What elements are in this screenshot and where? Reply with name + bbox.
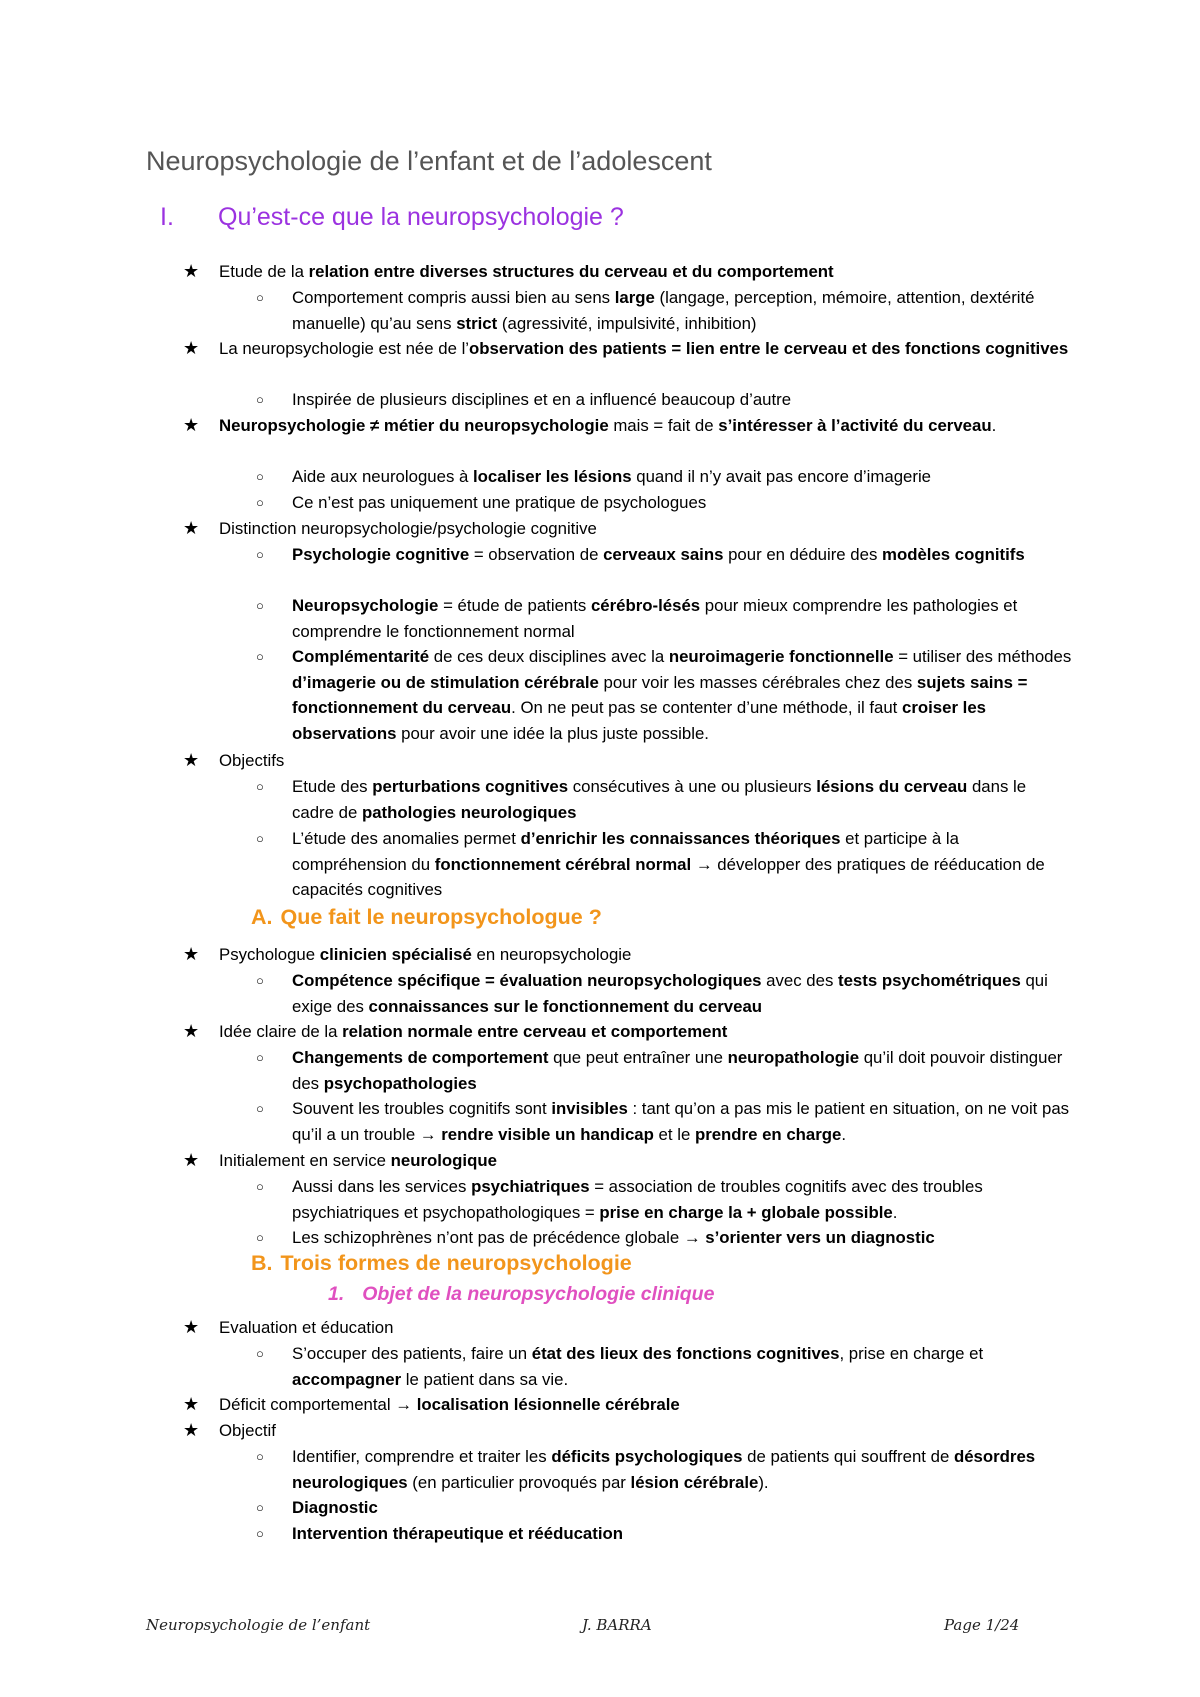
ring-bullet-icon: ○ [256,469,264,484]
sub-list-item [292,826,1072,903]
bold-text: localisation lésionnelle cérébrale [416,1395,680,1414]
text-segment: le patient dans sa vie. [401,1369,569,1389]
bold-text: désordres neurologiques [292,1447,1036,1492]
bold-text: neuroimagerie fonctionnelle [668,647,894,666]
text-segment: et participe à la compréhension du [292,829,959,874]
text-segment: mais = fait de [608,416,719,435]
bold-text: neurologique [390,1151,497,1170]
black-star-icon: ★ [183,415,200,435]
text-segment: pour mieux comprendre les pathologies et comprendre le fonctionnement normal [292,596,1018,641]
list-item [219,336,1069,362]
ring-bullet-icon: ○ [256,1050,264,1065]
bold-text: invisibles [551,1099,628,1118]
ring-bullet-icon: ○ [256,1101,264,1116]
text-segment: Etude de la [219,262,309,281]
ring-bullet-icon: ○ [256,1230,264,1245]
list-item [219,1148,1069,1174]
bold-text: Intervention thérapeutique et rééducation [292,1524,624,1543]
section-number: 1. [328,1283,345,1305]
bold-text: tests psychométriques [838,971,1021,990]
list-item [219,259,1069,285]
bold-text: Compétence spécifique = évaluation neuropsychologiques [292,971,762,990]
bold-text: strict [456,313,498,333]
bold-text: Changements de comportement [292,1048,549,1067]
bold-text: Neuropsychologie ≠ métier du neuropsychologie [219,416,609,435]
sub-list-item [292,968,1072,1019]
ring-bullet-icon: ○ [256,779,264,794]
text-segment: qu’il doit pouvoir distinguer des [292,1048,1063,1093]
bold-text: sujets sains = fonctionnement du cerveau [292,672,1028,717]
text-segment: → développer des pratiques de rééducation de capacités cognitives [292,854,1045,899]
text-segment: en neuropsychologie [471,945,632,964]
text-segment: (agressivité, impulsivité, inhibition) [497,313,757,333]
bold-text: cérébro-lésés [590,596,701,615]
list-item [219,1418,1069,1444]
text-segment: = étude de patients [438,596,591,615]
list-item [219,516,1069,542]
section-number: I. [160,203,174,231]
footer-page-number: Page 1/24 [944,1616,1020,1634]
bold-text: Psychologie cognitive [292,545,470,564]
bold-text: accompagner [292,1369,402,1389]
ring-bullet-icon: ○ [256,598,264,613]
text-segment: Aide aux neurologues à [292,467,473,486]
footer-doc-title: Neuropsychologie de l’enfant [146,1616,371,1634]
section-number: A. [251,905,273,929]
sub-list-item [292,1341,1072,1392]
sub-list-item [292,644,1072,746]
text-segment: de ces deux disciplines avec la [429,647,669,666]
text-segment: pour en déduire des [723,545,883,564]
page-title: Neuropsychologie de l’enfant et de l’adolescent [146,146,712,176]
text-segment: Idée claire de la [219,1022,343,1041]
sub-list-item [292,1521,1072,1547]
text-segment: Objectifs [219,751,285,770]
bold-text: croiser les observations [292,698,986,743]
list-item [219,942,1069,968]
ring-bullet-icon: ○ [256,1449,264,1464]
text-segment: Distinction neuropsychologie/psychologie cognitive [219,519,597,538]
section-heading-a [251,905,602,930]
text-segment: et le [653,1124,695,1144]
text-segment: Les schizophrènes n’ont pas de précédence globale → [292,1228,706,1247]
text-segment: (langage, perception, mémoire, attention, dextérité manuelle) qu’au sens [292,288,1035,333]
bold-text: prise en charge la + globale possible [599,1202,893,1222]
bold-text: psychopathologies [323,1073,477,1093]
text-segment: = utiliser des méthodes [893,647,1072,666]
black-star-icon: ★ [183,518,200,538]
ring-bullet-icon: ○ [256,649,264,664]
list-item [219,1392,1069,1418]
text-segment: dans le cadre de [292,777,1027,822]
text-segment: = association de troubles cognitifs avec des troubles psychiatriques et psychopathologiques = [292,1177,983,1222]
bold-text: d’enrichir les connaissances théoriques [520,829,841,848]
ring-bullet-icon: ○ [256,1346,264,1361]
sub-list-item [292,593,1072,644]
black-star-icon: ★ [183,944,200,964]
text-segment: Identifier, comprendre et traiter les [292,1447,552,1466]
text-segment: Souvent les troubles cognitifs sont [292,1099,552,1118]
text-segment: Comportement compris aussi bien au sens [292,288,615,307]
list-item [219,1019,1069,1045]
bold-text: psychiatriques [471,1177,590,1196]
section-title: Qu’est-ce que la neuropsychologie ? [218,203,624,231]
ring-bullet-icon: ○ [256,831,264,846]
bold-text: lésion cérébrale [630,1472,759,1492]
section-title: Trois formes de neuropsychologie [280,1251,632,1275]
text-segment: ). [758,1472,769,1492]
ring-bullet-icon: ○ [256,973,264,988]
text-segment: de patients qui souffrent de [742,1447,954,1466]
sub-list-item [292,285,1072,336]
text-segment: , prise en charge et [839,1344,984,1363]
text-segment: S’occuper des patients, faire un [292,1344,532,1363]
section-number: B. [251,1251,273,1275]
bold-text: relation normale entre cerveau et comportement [342,1022,728,1041]
text-segment: Initialement en service [219,1151,391,1170]
text-segment: pour avoir une idée la plus juste possible. [396,723,709,743]
text-segment: . [991,416,997,435]
text-segment: Ce n’est pas uniquement une pratique de psychologues [292,493,707,512]
text-segment: Psychologue [219,945,320,964]
bold-text: connaissances sur le fonctionnement du cerveau [368,996,763,1016]
black-star-icon: ★ [183,338,200,358]
black-star-icon: ★ [183,1021,200,1041]
text-segment: Inspirée de plusieurs disciplines et en a influencé beaucoup d’autre [292,390,792,409]
section-heading-1 [160,203,624,232]
text-segment: Déficit comportemental → [219,1395,417,1414]
bold-text: relation entre diverses structures du cerveau et du comportement [308,262,834,281]
section-title: Objet de la neuropsychologie clinique [362,1283,715,1305]
ring-bullet-icon: ○ [256,495,264,510]
text-segment: pour voir les masses cérébrales chez des [598,672,917,692]
sub-list-item [292,1444,1072,1495]
sub-list-item [292,1096,1072,1147]
bold-text: état des lieux des fonctions cognitives [531,1344,840,1363]
text-segment: . [892,1202,898,1222]
bold-text: d’imagerie ou de stimulation cérébrale [292,672,599,692]
black-star-icon: ★ [183,1317,200,1337]
text-segment: La neuropsychologie est née de l’ [219,339,470,358]
list-item [219,413,1069,439]
bold-text: déficits psychologiques [551,1447,743,1466]
subsection-heading-1 [328,1283,714,1306]
text-segment: quand il n’y avait pas encore d’imagerie [631,467,932,486]
bold-text: Neuropsychologie [292,596,439,615]
sub-list-item [292,490,1072,516]
sub-list-item [292,542,1072,568]
text-segment: Objectif [219,1421,276,1440]
text-segment: Etude des [292,777,373,796]
bold-text: fonctionnement cérébral normal [434,854,692,874]
text-segment: (en particulier provoqués par [407,1472,631,1492]
bold-text: observation des patients = lien entre le cerveau et des fonctions cognitives [469,339,1069,358]
list-item [219,748,1069,774]
text-segment: Evaluation et éducation [219,1318,394,1337]
bold-text: Complémentarité [292,647,430,666]
footer-author: J. BARRA [582,1616,652,1634]
section-heading-b [251,1251,632,1276]
sub-list-item [292,464,1072,490]
text-segment: : tant qu’on a pas mis le patient en situation, on ne voit pas qu’il a un trouble → [292,1099,1070,1144]
ring-bullet-icon: ○ [256,290,264,305]
sub-list-item [292,1174,1072,1225]
black-star-icon: ★ [183,261,200,281]
black-star-icon: ★ [183,1150,200,1170]
bold-text: pathologies neurologiques [361,802,577,822]
black-star-icon: ★ [183,750,200,770]
text-segment: que peut entraîner une [548,1048,728,1067]
bold-text: localiser les lésions [473,467,632,486]
bold-text: lésions du cerveau [816,777,968,796]
bold-text: rendre visible un handicap [441,1124,654,1144]
sub-list-item [292,387,1072,413]
list-item [219,1315,1069,1341]
text-segment: avec des [761,971,839,990]
sub-list-item [292,774,1072,825]
text-segment: = observation de [469,545,604,564]
sub-list-item [292,1045,1072,1096]
bold-text: large [614,288,655,307]
bold-text: neuropathologie [727,1048,860,1067]
text-segment: . On ne peut pas se contenter d’une méthode, il faut [511,698,903,717]
ring-bullet-icon: ○ [256,1179,264,1194]
sub-list-item [292,1495,1072,1521]
text-segment: L’étude des anomalies permet [292,829,521,848]
ring-bullet-icon: ○ [256,1526,264,1541]
section-title: Que fait le neuropsychologue ? [280,905,602,929]
black-star-icon: ★ [183,1394,200,1414]
bold-text: s’intéresser à l’activité du cerveau [718,416,992,435]
bold-text: modèles cognitifs [882,545,1025,564]
text-segment: . [841,1124,847,1144]
sub-list-item [292,1225,1072,1251]
bold-text: cerveaux sains [603,545,724,564]
bold-text: perturbations cognitives [372,777,569,796]
bold-text: clinicien spécialisé [319,945,472,964]
black-star-icon: ★ [183,1420,200,1440]
bold-text: prendre en charge [694,1124,842,1144]
bold-text: Diagnostic [292,1498,378,1517]
bold-text: s’orienter vers un diagnostic [705,1228,935,1247]
ring-bullet-icon: ○ [256,1500,264,1515]
ring-bullet-icon: ○ [256,392,264,407]
text-segment: consécutives à une ou plusieurs [568,777,817,796]
ring-bullet-icon: ○ [256,547,264,562]
text-segment: Aussi dans les services [292,1177,472,1196]
text-segment: qui exige des [292,971,1048,1016]
